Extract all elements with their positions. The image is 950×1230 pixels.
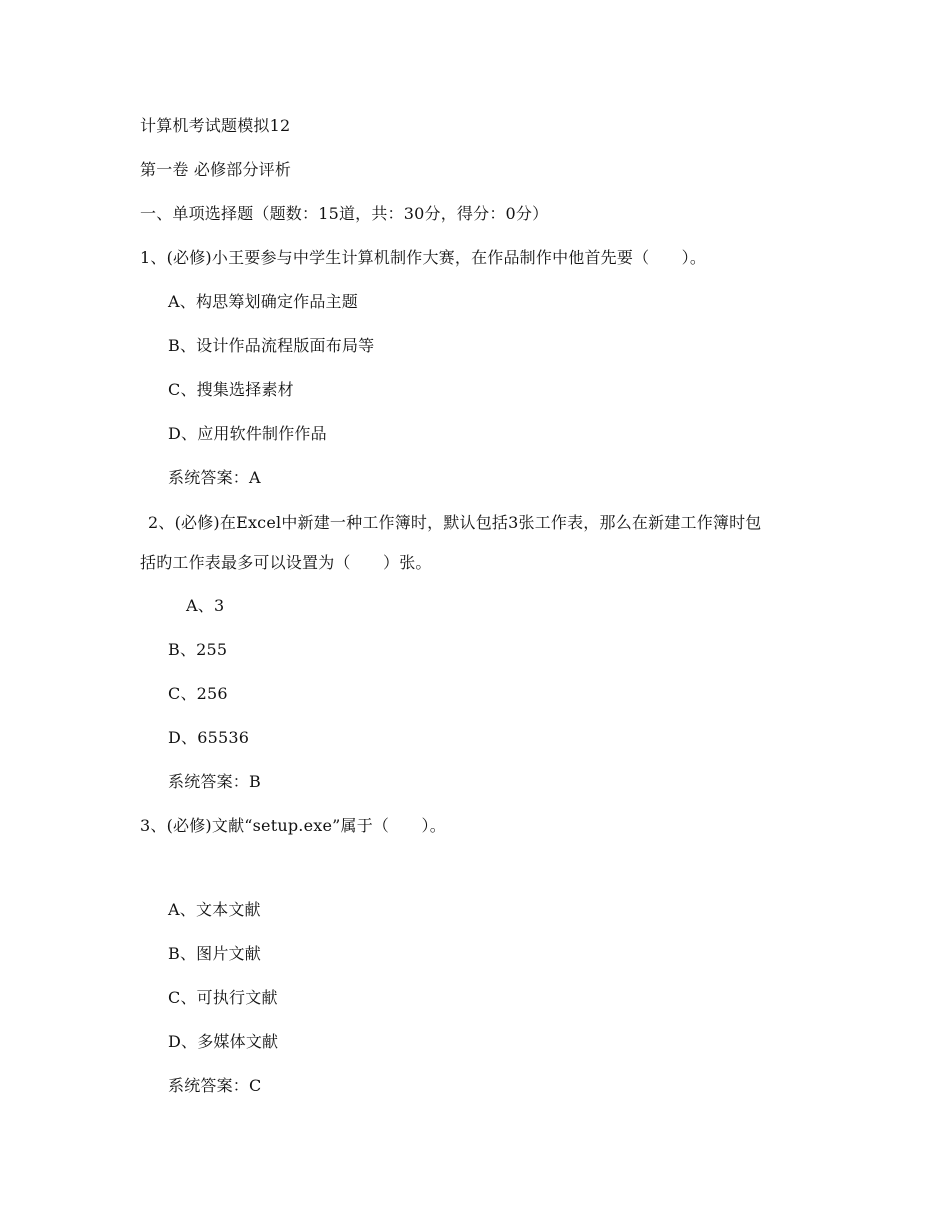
option-a: A、3 (186, 596, 225, 615)
option-c: C、256 (168, 684, 228, 703)
part-title: 第一卷 必修部分评析 (140, 160, 292, 179)
option-d: D、多媒体文献 (168, 1032, 279, 1051)
option-c: C、搜集选择素材 (168, 380, 294, 399)
question-stem: 3、(必修)文献“setup.exe”属于（ ）。 (140, 816, 446, 835)
option-c: C、可执行文献 (168, 988, 278, 1007)
section-title: 一、单项选择题（题数：15道，共：30分，得分：0分） (140, 204, 549, 223)
option-a: A、文本文献 (168, 900, 261, 919)
option-d: D、应用软件制作作品 (168, 424, 327, 443)
question-stem: 1、(必修)小王要参与中学生计算机制作大赛，在作品制作中他首先要（ ）。 (140, 248, 707, 267)
system-answer: 系统答案：B (168, 772, 261, 791)
document-title: 计算机考试题模拟12 (140, 116, 291, 135)
option-b: B、设计作品流程版面布局等 (168, 336, 375, 355)
system-answer: 系统答案：C (168, 1076, 262, 1095)
question-stem-line-1: 2、(必修)在Excel中新建一种工作簿时，默认包括3张工作表，那么在新建工作簿时包 (148, 513, 762, 532)
option-a: A、构思筹划确定作品主题 (168, 292, 358, 311)
option-d: D、65536 (168, 728, 250, 747)
question-stem-line-2: 括旳工作表最多可以设置为（ ）张。 (140, 553, 432, 572)
system-answer: 系统答案：A (168, 468, 261, 487)
option-b: B、255 (168, 640, 228, 659)
option-b: B、图片文献 (168, 944, 261, 963)
